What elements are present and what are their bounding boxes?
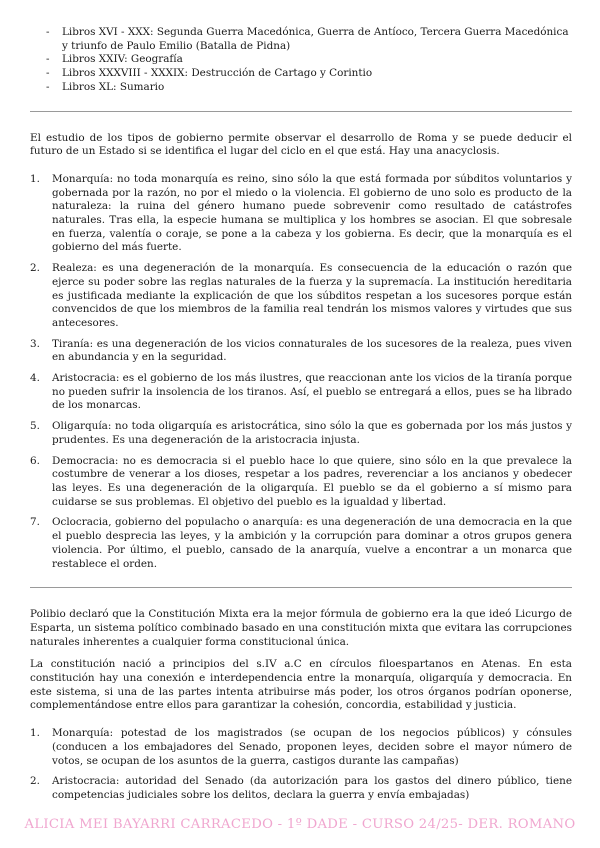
list-item: - Libros XL: Sumario	[46, 81, 572, 95]
list-item: - Libros XXXVIII - XXXIX: Destrucción de Cartago y Corintio	[46, 67, 572, 81]
item-number: 1.	[30, 727, 40, 740]
item-text: Tiranía: es una degeneración de los vicios connaturales de los sucesores de la realeza, pues viven en abundancia y en la seguridad.	[52, 337, 572, 364]
intro-paragraph: El estudio de los tipos de gobierno permite observar el desarrollo de Roma y se puede deducir el futuro de un Estado si se identifica el lugar del ciclo en el que está. Hay una anacyclosis.	[30, 131, 572, 158]
list-item	[30, 262, 572, 331]
document-page	[30, 26, 572, 810]
item-number: 7.	[30, 516, 40, 529]
item-number: 2.	[30, 775, 40, 788]
item-text: Monarquía: no toda monarquía es reino, sino sólo la que está formada por súbditos voluntarios y gobernada por la razón, no por el miedo o la violencia. El gobierno de uno solo es producto de la naturaleza: la ruina del género humano puede sobrevenir como resultado de catástrofes naturales. Tras ella, la especie humana se multiplica y los hombres se asocian. El que sobresale en fuerza, valentía o coraje, se pone a la cabeza y los gobierna. Es decir, que la monarquía es el gobierno del más fuerte.	[52, 172, 572, 254]
item-text: Oligarquía: no toda oligarquía es aristocrática, sino sólo la que es gobernada por los más justos y prudentes. Es una degeneración de la aristocracia injusta.	[52, 420, 572, 446]
list-item	[30, 420, 572, 447]
section-divider	[30, 111, 572, 112]
list-item: - Libros XXIV: Geografía	[46, 53, 572, 67]
books-list	[46, 26, 572, 95]
item-text: Oclocracia, gobierno del populacho o anarquía: es una degeneración de una democracia en la que el pueblo desprecia las leyes, y la ambición y la corrupción para dominar a otros grupos genera violencia. Por último, el pueblo, cansado de la anarquía, vuelve a encontrar a un monarca que restablece el orden.	[52, 516, 572, 570]
item-text: Aristocracia: es el gobierno de los más ilustres, que reaccionan ante los vicios de la tiranía porque no pueden sufrir la insolencia de los tiranos. Así, el pueblo se entregará a ellos, pues se ha librado de los monarcas.	[52, 372, 573, 412]
list-item	[30, 338, 572, 365]
polibio-paragraph: Polibio declaró que la Constitución Mixta era la mejor fórmula de gobierno era la que ideó Licurgo de Esparta, un sistema político combinado basado en una constitución mixta que evitara las corrupciones naturales inherentes a cualquier forma constitucional única.	[30, 608, 572, 648]
section-divider	[30, 587, 572, 588]
item-number: 3.	[30, 337, 40, 350]
list-item	[30, 372, 572, 413]
list-item	[30, 455, 572, 510]
item-number: 6.	[30, 454, 40, 467]
item-text: Monarquía: potestad de los magistrados (se ocupan de los negocios públicos) y cónsules (conducen a los embajadores del Senado, proponen leyes, deciden sobre el mayor número de votos, se ocupan de los asuntos de la guerra, castigos durante las campañas)	[52, 727, 572, 767]
list-item: - Libros XVI - XXX: Segunda Guerra Macedónica, Guerra de Antíoco, Tercera Guerra Macedónica y triunfo de Paulo Emilio (Batalla de Pidna)	[46, 26, 572, 53]
item-number: 4.	[30, 372, 40, 385]
list-item	[30, 173, 572, 255]
list-item	[30, 775, 572, 802]
government-types-list	[30, 173, 572, 571]
item-text: Aristocracia: autoridad del Senado (da autorización para los gastos del dinero público, tiene competencias judiciales sobre los delitos, declara la guerra y envía embajadas)	[52, 775, 572, 801]
list-item	[30, 727, 572, 768]
mixed-constitution-list	[30, 727, 572, 803]
item-number: 5.	[30, 420, 40, 433]
item-text: Democracia: no es democracia si el pueblo hace lo que quiere, sino sólo en la que prevalece la costumbre de venerar a los dioses, respetar a los padres, reverenciar a los ancianos y obedecer las leyes. Es una degeneración de la oligarquía. El pueblo se da el gobierno a sí mismo para cuidarse se sus problemas. El objetivo del pueblo es la igualdad y libertad.	[52, 454, 572, 508]
item-number: 2.	[30, 262, 40, 275]
list-item	[30, 516, 572, 571]
item-text: Realeza: es una degeneración de la monarquía. Es consecuencia de la educación o razón que ejerce su poder sobre las reglas naturales de la fuerza y la supremacía. La institución hereditaria es justificada mediante la explicación de que los súbditos respetan a los sucesores porque están convencidos de que los miembros de la familia real tendrán los mismos valores y virtudes que sus antecesores.	[52, 262, 572, 329]
page-footer: ALICIA MEI BAYARRI CARRACEDO - 1º DADE - CURSO 24/25- DER. ROMANO	[24, 817, 576, 832]
item-number: 1.	[30, 172, 40, 185]
constitution-paragraph: La constitución nació a principios del s.IV a.C en círculos filoespartanos en Atenas. En esta constitución hay una conexión e interdependencia entre la monarquía, oligarquía y democracia. En este sistema, si una de las partes intenta atribuirse más poder, los otros órganos podrían oponerse, complementándose entre ellos para garantizar la cohesión, concordia, estabilidad y justicia.	[30, 658, 572, 712]
